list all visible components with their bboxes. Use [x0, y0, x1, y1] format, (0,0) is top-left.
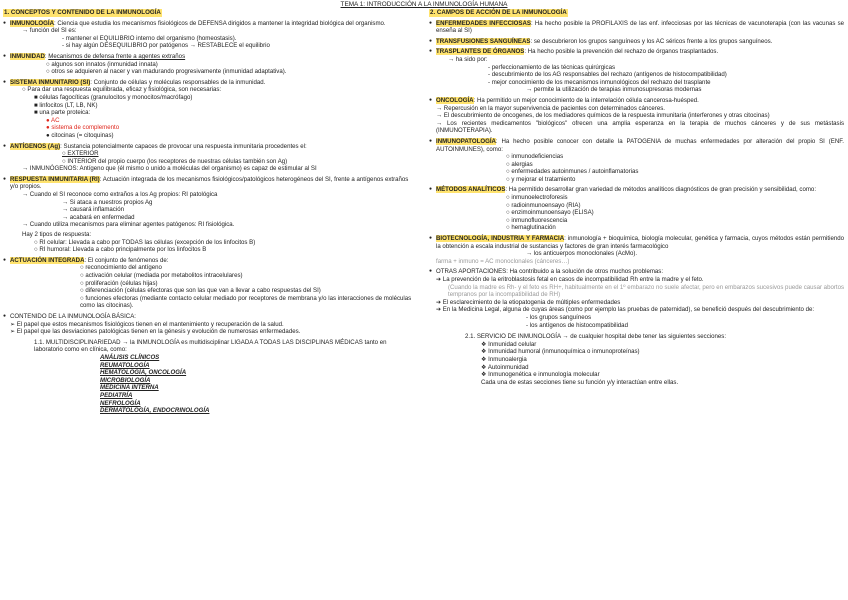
- text-contenido: CONTENIDO DE LA INMUNOLOGÍA BÁSICA:: [10, 312, 136, 320]
- line: → permite la utilización de terapias inmunosupresoras modernas: [526, 86, 702, 94]
- list-item: ❖ Inmunogenética e inmunología molecular: [481, 371, 600, 379]
- right-column: [429, 9, 844, 386]
- line: ○ RI celular: Llevada a cabo por TODAS las células (excepción de los linfocitos B): [34, 238, 256, 246]
- line: → función del SI es:: [22, 27, 77, 35]
- list-item: ○ y mejorar el tratamiento: [506, 175, 576, 183]
- list-item: PEDIATRÍA: [100, 391, 133, 399]
- line: ○ activación celular (mediada por metabolitos intracelulares): [80, 272, 243, 279]
- term-infecciosas: ENFERMEDADES INFECCIOSAS: [436, 19, 531, 27]
- bullet-contenido: [3, 313, 414, 415]
- line: ○ diferenciación (células efectoras que son las que van a llevar a cabo respuestas del SI): [80, 287, 321, 295]
- line: ■ células fagocíticas (granulocitos y monocitos/macrófago): [34, 93, 193, 101]
- list-item: ○ alergias: [506, 160, 533, 168]
- term-antigenos: ANTÍGENOS (Ag): [10, 142, 61, 150]
- list-item: ANÁLISIS CLÍNICOS: [100, 353, 160, 361]
- text-inmunopatologia: Ha hecho posible conocer con detalle la PATOGENIA de muchas enfermedades por alteración del propio SI (ENF. AUTOINMUNES), como:: [436, 137, 844, 153]
- bullet-infecciosas: ● ENFERMEDADES INFECCIOSAS: Ha hecho posible la PROFILAXIS de las enf. infecciosas por las técnicas de vacunoterapia (con las vacunas se enseña al SI): [429, 20, 844, 35]
- line: → Cuando el SI reconoce como extraños a los Ag propios: RI patológica: [22, 191, 218, 199]
- line: ○ funciones efectoras (mediante contacto celular mediado por receptores de membrana y/o las interacciones de moléculas como las citocinas).: [80, 294, 412, 310]
- bullet-respuesta: ● RESPUESTA INMUNITARIA (RI): Actuación integrada de los mecanismos fisiológicos/patológicos heterogéneos del SI, frente a antígenos extraños y/o propios. → Cuando el SI reconoce como extraños a los Ag propios: RI patológica → Si ataca a nuestros propios Ag → causará inflamación → acabará en enfermedad → Cuando utiliza mecanismos para eliminar agentes patógenos: RI fisiológica. Hay 2 tipos de respuesta: ○ RI celular: Llevada a cabo por TODAS las células (excepción de los linfocitos B) ○ RI humoral: Llevada a cabo principalmente por los linfocitos B: [3, 176, 414, 254]
- line: → causará inflamación: [62, 206, 124, 214]
- servicio-footer: Cada una de estas secciones tiene su función y/y interactúan entre ellas.: [481, 378, 679, 386]
- text-servicio: 2.1. SERVICIO DE INMUNOLOGÍA → de cualquier hospital debe tener las siguientes secciones:: [465, 333, 727, 341]
- text-inmunidad: Mecanismos de defensa frente a agentes extraños: [48, 52, 186, 60]
- line: ➢ El papel que estos mecanismos fisiológicos tienen en el mantenimiento y recuperación de la salud.: [10, 320, 284, 328]
- line: ➔ El esclarecimiento de la etiopatogenia de múltiples enfermedades: [436, 298, 621, 306]
- term-inmunologia: INMUNOLOGÍA: [10, 19, 55, 27]
- text-sistema: Conjunto de células y moléculas responsables de la inmunidad.: [93, 78, 266, 86]
- section-heading-1: 1. CONCEPTOS Y CONTENIDO DE LA INMUNOLOGÍA: [4, 9, 161, 16]
- term-inmunidad: INMUNIDAD: [10, 52, 45, 60]
- text-oncologia: Ha permitido un mejor conocimiento de la interrelación célula cancerosa-huésped.: [476, 96, 699, 104]
- term-metodos: MÉTODOS ANALÍTICOS: [436, 186, 506, 194]
- line: farma + inmuno = AC monoclonales (cánceres…): [436, 257, 570, 265]
- line: ■ linfocitos (LT, LB, NK): [34, 101, 98, 109]
- term-trasplantes: TRASPLANTES DE ÓRGANOS: [436, 48, 525, 56]
- page-title: TEMA 1: INTRODUCCIÓN A LA INMUNOLOGÍA HUMANA: [340, 1, 508, 8]
- list-item: ○ hemaglutinación: [506, 224, 556, 232]
- line: ○ INTERIOR del propio cuerpo (los receptores de nuestras células también son Ag): [62, 157, 288, 165]
- list-item: ❖ Autoinmunidad: [481, 363, 529, 371]
- term-respuesta: RESPUESTA INMUNITARIA (RI): [10, 175, 100, 183]
- bullet-inmunologia: ● INMUNOLOGÍA: Ciencia que estudia los mecanismos fisiológicos de DEFENSA dirigidos a mantener la integridad biológica del organismo. → función del SI es: - mantener el EQUILIBRIO interno del organismo (homeostasis). - si hay algún DESEQUILIBRIO por patógenos → RESTABLECE el equilibrio: [3, 20, 414, 50]
- line: → Los recientes medicamentos "biológicos" ofrecen una amplia esperanza en la terapia de muchos cánceres y de sus metástasis (INMUNOTERAPIA).: [436, 119, 844, 135]
- line: → ha sido por:: [448, 55, 488, 63]
- text-inmunologia: Ciencia que estudia los mecanismos fisiológicos de DEFENSA dirigidos a mantener la integridad biológica del organismo.: [57, 19, 386, 27]
- line: - mantener el EQUILIBRIO interno del organismo (homeostasis).: [62, 34, 237, 42]
- term-oncologia: ONCOLOGÍA: [436, 96, 474, 104]
- bullet-transfusiones: ● TRANSFUSIONES SANGUÍNEAS: se descubrieron los grupos sanguíneos y los AC séricos frente a los grupos sanguíneos.: [429, 38, 844, 46]
- line: Hay 2 tipos de respuesta:: [22, 231, 92, 239]
- line: 1.1. MULTIDISCIPLINARIEDAD → la INMUNOLOGÍA es multidisciplinar LIGADA A TODAS LAS DISCIPLINAS MÉDICAS tanto en laboratorio como en clínica, como:: [34, 338, 387, 354]
- text-metodos: Ha permitido desarrollar gran variedad de métodos analíticos diagnósticos de gran precisión y sensibilidad, como:: [508, 186, 817, 194]
- line: → Repercusión en la mayor supervivencia de pacientes con determinados cánceres.: [436, 104, 665, 112]
- line: ➔ La prevención de la eritroblastosis fetal en casos de incompatibilidad Rh entre la madre y el feto.: [436, 276, 704, 283]
- list-item: ○ radioinmunoensayo (RIA): [506, 201, 581, 209]
- line: ➔ En la Medicina Legal, alguna de cuyas áreas (como por ejemplo las pruebas de paternidad), se benefició después del descubrimiento de:: [436, 306, 815, 314]
- line: ○ RI humoral: Llevada a cabo principalmente por los linfocitos B: [34, 246, 207, 254]
- bullet-antigenos: ● ANTÍGENOS (Ag): Sustancia potencialmente capaces de provocar una respuesta inmunitaria procedentes el: ○ EXTERIOR ○ INTERIOR del propio cuerpo (los receptores de nuestras células también son Ag) → INMUNÓGENOS: Antígeno que (él mismo o unido a moléculas del organismo) es capaz de estimular al SI: [3, 143, 414, 173]
- line: → El descubrimiento de oncogenes, de los mediadores químicos de la respuesta inmunitaria (interferones y otras citocinas): [436, 112, 770, 120]
- text-otras: OTRAS APORTACIONES: Ha contribuido a la solución de otros muchos problemas:: [436, 268, 664, 276]
- line: - descubrimiento de los AG responsables del rechazo (antígenos de histocompatibilidad): [488, 71, 727, 79]
- text-respuesta: Actuación integrada de los mecanismos fisiológicos/patológicos heterogéneos del SI, frente a antígenos extraños y/o propios.: [10, 175, 409, 191]
- list-item: HEMATOLOGÍA, ONCOLOGÍA: [100, 369, 187, 377]
- bullet-inmunopatologia: ● INMUNOPATOLOGÍA: Ha hecho posible conocer con detalle la PATOGENIA de muchas enfermedades por alteración del propio SI (ENF. AUTOINMUNES), como: ○ inmunodeficiencias ○ alergias ○ enfermedades autoinmunes / autoinflamatorias ○ y mejorar el tratamiento: [429, 138, 844, 184]
- left-column: [3, 9, 414, 415]
- term-biotecnologia: BIOTECNOLOGÍA, INDUSTRIA Y FARMACIA: [436, 235, 565, 243]
- line: ■ una parte proteica:: [34, 109, 91, 117]
- bullet-actuacion: ● ACTUACIÓN INTEGRADA: El conjunto de fenómenos de: ○ reconocimiento del antígeno ○ activación celular (mediada por metabolitos intracelulares) ○ proliferación (células hijas) ○ diferenciación (células efectoras que son las que van a llevar a cabo respuestas del SI) ○ funciones efectoras (mediante contacto celular mediado por receptores de membrana y/o las interacciones de moléculas como las citocinas).: [3, 257, 414, 310]
- line: - si hay algún DESEQUILIBRIO por patógenos → RESTABLECE el equilibrio: [62, 42, 270, 50]
- line: (Cuando la madre es Rh- y el feto es RH+, habitualmente en el 1º embarazo no suele afectar, pero en embarazos sucesivos puede causar abortos tempranos por la incompatibilidad de RH): [448, 283, 845, 299]
- line: ● citocinas (= citoquinas): [46, 131, 114, 139]
- text-transfusiones: se descubrieron los grupos sanguíneos y los AC séricos frente a los grupos sanguíneos.: [533, 37, 773, 45]
- bullet-metodos: ● MÉTODOS ANALÍTICOS: Ha permitido desarrollar gran variedad de métodos analíticos diagnósticos de gran precisión y sensibilidad, como: ○ inmunoelectroforesis ○ radioinmunoensayo (RIA) ○ enzimoinmunoensayo (ELISA) ○ inmunofluorescencia ○ hemaglutinación: [429, 186, 844, 232]
- term-transfusiones: TRANSFUSIONES SANGUÍNEAS: [436, 37, 531, 45]
- line: → Si ataca a nuestros propios Ag: [62, 198, 153, 206]
- line: - mejor conocimiento de los mecanismos inmunológicos del rechazo del trasplante: [488, 78, 711, 86]
- line: → Cuando utiliza mecanismos para eliminar agentes patógenos: RI fisiológica.: [22, 221, 235, 229]
- list-item: ○ inmunodeficiencias: [506, 153, 564, 161]
- list-item: ❖ Inmunoalergia: [481, 355, 527, 363]
- list-item: ○ inmunofluorescencia: [506, 216, 568, 224]
- bullet-sistema: ● SISTEMA INMUNITARIO (SI): Conjunto de células y moléculas responsables de la inmunidad. ○ Para dar una respuesta equilibrada, eficaz y fisiológica, son necesarias: ■ células fagocíticas (granulocitos y monocitos/macrófago) ■ linfocitos (LT, LB, NK) ■ una parte proteica: ● AC ● sistema de complemento ● citocinas (= citoquinas): [3, 79, 414, 140]
- list-item: ❖ Inmunidad celular: [481, 340, 537, 348]
- term-inmunopatologia: INMUNOPATOLOGÍA: [436, 137, 496, 145]
- bullet-biotecnologia: ● BIOTECNOLOGÍA, INDUSTRIA Y FARMACIA: inmunología + bioquímica, biología molecular, genética y farmacia, cuyos métodos están permitiendo la obtención a escala industrial de sustancias y factores de gran interés farmacológico → los anticuerpos monoclonales (AcMo). farma + inmuno = AC monoclonales (cánceres…): [429, 235, 844, 265]
- bullet-trasplantes: ● TRASPLANTES DE ÓRGANOS: Ha hecho posible la prevención del rechazo de órganos trasplantados. → ha sido por: - perfeccionamiento de las técnicas quirúrgicas - descubrimiento de los AG responsables del rechazo (antígenos de histocompatibilidad) - mejor conocimiento de los mecanismos inmunológicos del rechazo del trasplante → permite la utilización de terapias inmunosupresoras modernas: [429, 48, 844, 94]
- line: - los grupos sanguíneos: [526, 313, 592, 321]
- text-biotecnologia: inmunología + bioquímica, biología molecular, genética y farmacia, cuyos métodos están permitiendo la obtención a escala industrial de sustancias y factores de gran interés farmacológico: [436, 235, 845, 250]
- list-item: ○ enfermedades autoinmunes / autoinflamatorias: [506, 168, 639, 176]
- text-antigenos: Sustancia potencialmente capaces de provocar una respuesta inmunitaria procedentes el:: [63, 142, 307, 150]
- list-item: NEFROLOGÍA: [100, 399, 141, 407]
- line: ○ otros se adquieren al nacer y van madurando progresivamente (inmunidad adaptativa).: [46, 68, 287, 76]
- list-item: DERMATOLOGÍA, ENDOCRINOLOGÍA: [100, 407, 210, 415]
- line: → INMUNÓGENOS: Antígeno que (él mismo o unido a moléculas del organismo) es capaz de estimular al SI: [22, 165, 317, 173]
- term-actuacion: ACTUACIÓN INTEGRADA: [10, 256, 85, 264]
- line: ○ proliferación (células hijas): [80, 279, 158, 287]
- line: → acabará en enfermedad: [62, 213, 135, 221]
- text-infecciosas: Ha hecho posible la PROFILAXIS de las enf. infecciosas por las técnicas de vacunoterapia (con las vacunas se enseña al SI): [436, 19, 845, 35]
- text-trasplantes: Ha hecho posible la prevención del rechazo de órganos trasplantados.: [527, 48, 719, 56]
- list-item: REUMATOLOGÍA: [100, 361, 150, 369]
- term-sistema: SISTEMA INMUNITARIO (SI): [10, 78, 91, 86]
- section-heading-2: 2. CAMPOS DE ACCIÓN DE LA INMUNOLOGÍA: [430, 9, 567, 16]
- list-item: ○ enzimoinmunoensayo (ELISA): [506, 209, 594, 217]
- line: ○ reconocimiento del antígeno: [80, 264, 162, 272]
- line: - los antígenos de histocompatibilidad: [526, 321, 628, 329]
- list-item: MICROBIOLOGÍA: [100, 376, 151, 384]
- line: ➢ El papel que las desviaciones patológicas tienen en la génesis y evolución de numerosas enfermedades.: [10, 328, 301, 336]
- list-item: ❖ Inmunidad humoral (inmunoquímica o inmunoproteínas): [481, 348, 640, 356]
- line: ○ algunos son innatos (inmunidad innata): [46, 60, 158, 68]
- text-actuacion: El conjunto de fenómenos de:: [87, 256, 169, 264]
- line: - perfeccionamiento de las técnicas quirúrgicas: [488, 63, 616, 71]
- section-servicio: [429, 333, 844, 386]
- bullet-oncologia: ● ONCOLOGÍA: Ha permitido un mejor conocimiento de la interrelación célula cancerosa-huésped. → Repercusión en la mayor supervivencia de pacientes con determinados cánceres. → El descubrimiento de oncogenes, de los mediadores químicos de la respuesta inmunitaria (interferones y otras citocinas) → Los recientes medicamentos "biológicos" ofrecen una amplia esperanza en la terapia de muchos cánceres y de sus metástasis (INMUNOTERAPIA).: [429, 97, 844, 135]
- line: ● sistema de complemento: [46, 124, 120, 132]
- line: ● AC: [46, 116, 60, 124]
- line: ○ EXTERIOR: [62, 150, 99, 158]
- bullet-otras: [429, 268, 844, 329]
- line: ○ Para dar una respuesta equilibrada, eficaz y fisiológica, son necesarias:: [22, 86, 222, 94]
- line: → los anticuerpos monoclonales (AcMo).: [526, 250, 638, 258]
- bullet-inmunidad: ● INMUNIDAD: Mecanismos de defensa frente a agentes extraños ○ algunos son innatos (inmunidad innata) ○ otros se adquieren al nacer y van madurando progresivamente (inmunidad adaptativa).: [3, 53, 414, 76]
- list-item: MEDICINA INTERNA: [100, 384, 159, 392]
- list-item: ○ inmunoelectroforesis: [506, 194, 568, 202]
